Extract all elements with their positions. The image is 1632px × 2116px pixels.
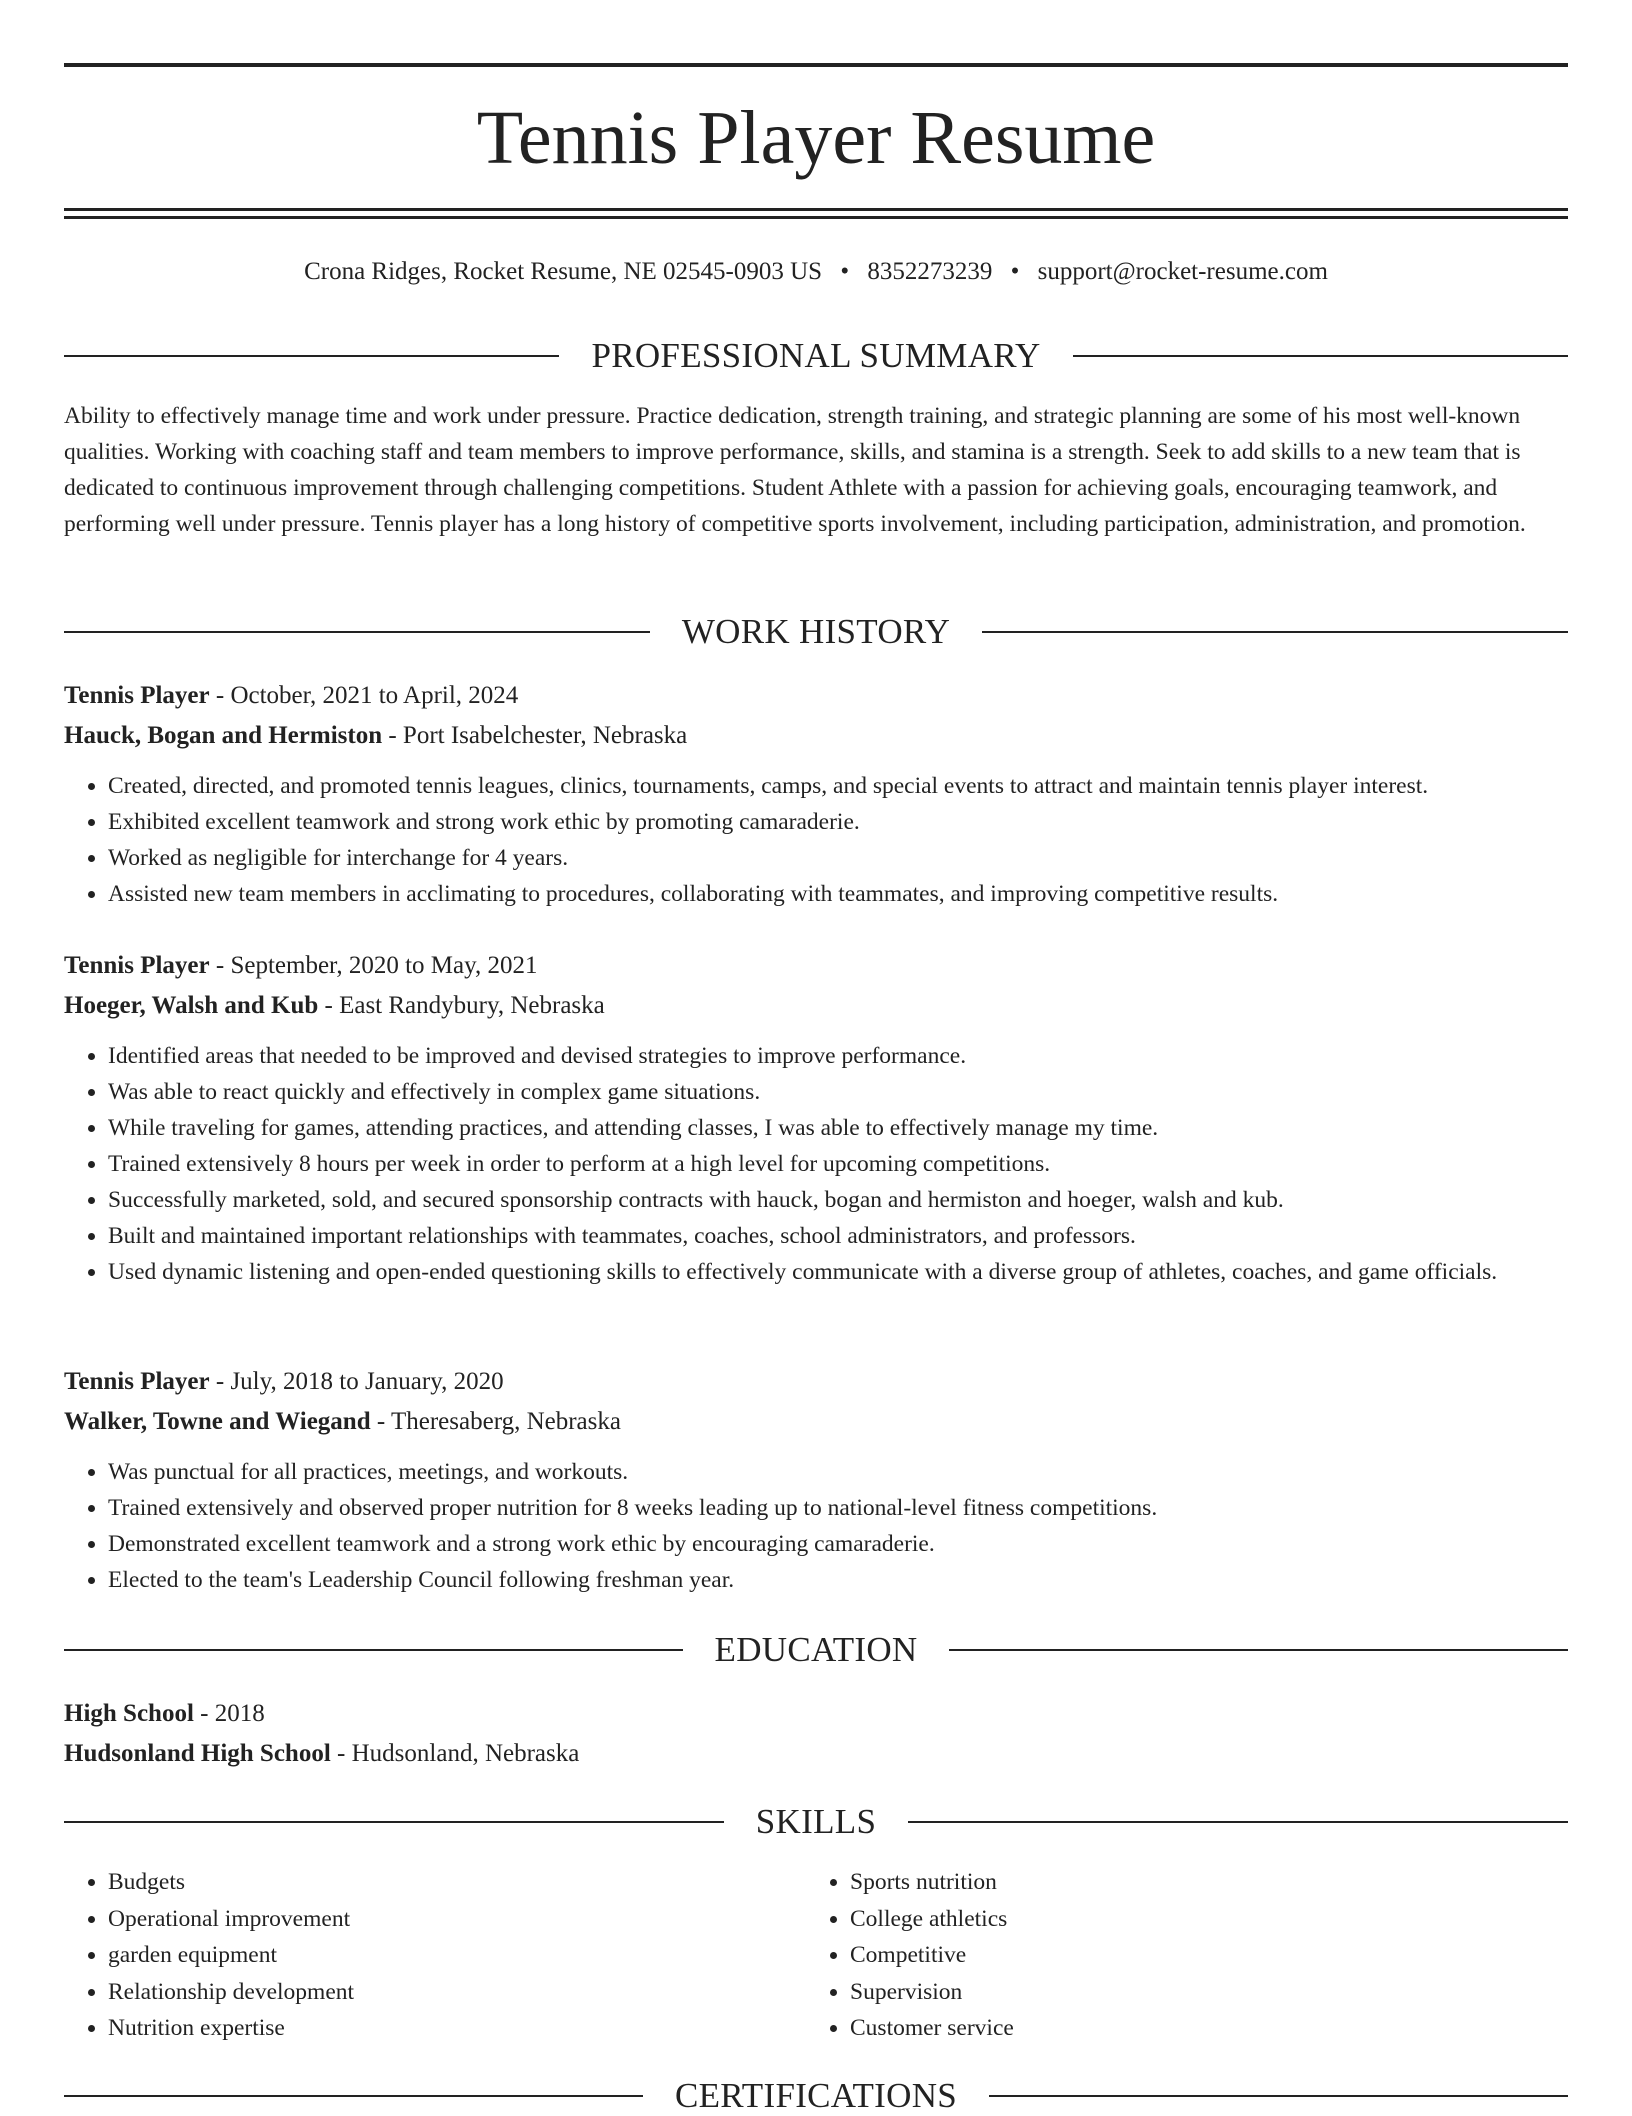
job-title-line xyxy=(64,946,1568,986)
skill-item: • Supervision xyxy=(850,1974,1548,2011)
heading-rule xyxy=(949,1649,1568,1651)
job-dates: - July, 2018 to January, 2020 xyxy=(209,1368,504,1395)
education-school: Hudsonland High School xyxy=(64,1740,331,1767)
header-top-rule xyxy=(64,63,1568,67)
heading-rule xyxy=(982,631,1568,633)
list-item: • Worked as negligible for interchange for 4 years. xyxy=(108,840,1568,876)
contact-email: support@rocket-resume.com xyxy=(1037,258,1328,285)
list-item: • Was able to react quickly and effectively in complex game situations. xyxy=(108,1074,1568,1110)
job-entry-1 xyxy=(64,676,1568,912)
contact-phone: 8352273239 xyxy=(867,258,993,285)
skills-column-right xyxy=(806,1864,1548,2047)
skill-item: • Nutrition expertise xyxy=(108,2010,806,2047)
heading-rule xyxy=(1073,355,1568,357)
section-title: EDUCATION xyxy=(714,1630,918,1669)
list-item: • Was punctual for all practices, meetings, and workouts. xyxy=(108,1454,1568,1490)
job-company-line xyxy=(64,1402,1568,1442)
list-item: • Exhibited excellent teamwork and strong work ethic by promoting camaraderie. xyxy=(108,804,1568,840)
education-entry xyxy=(64,1694,1568,1774)
job-dates: - September, 2020 to May, 2021 xyxy=(209,952,538,979)
job-title: Tennis Player xyxy=(64,1368,210,1395)
list-item: • Trained extensively 8 hours per week in order to perform at a high level for upcoming competitions. xyxy=(108,1146,1568,1182)
job-title: Tennis Player xyxy=(64,682,210,709)
skill-item: • Competitive xyxy=(850,1937,1548,1974)
job-company: Hauck, Bogan and Hermiston xyxy=(64,722,383,749)
list-item: • Identified areas that needed to be improved and devised strategies to improve performance. xyxy=(108,1038,1568,1074)
section-heading-work-history xyxy=(64,612,1568,652)
skill-item: • Operational improvement xyxy=(108,1901,806,1938)
list-item: • Elected to the team's Leadership Council following freshman year. xyxy=(108,1562,1568,1598)
job-duties-list xyxy=(64,1038,1568,1290)
job-company-line xyxy=(64,986,1568,1026)
section-heading-certifications xyxy=(64,2076,1568,2116)
skill-item: • Sports nutrition xyxy=(850,1864,1548,1901)
education-location: - Hudsonland, Nebraska xyxy=(330,1740,580,1767)
list-item: • Successfully marketed, sold, and secured sponsorship contracts with hauck, bogan and hermiston and hoeger, walsh and kub. xyxy=(108,1182,1568,1218)
job-location: - Port Isabelchester, Nebraska xyxy=(382,722,688,749)
contact-address: Crona Ridges, Rocket Resume, NE 02545-0903 US xyxy=(304,258,823,285)
heading-rule xyxy=(989,2095,1568,2097)
section-heading-skills xyxy=(64,1802,1568,1842)
list-item: • Assisted new team members in acclimating to procedures, collaborating with teammates, and improving competitive results. xyxy=(108,876,1568,912)
job-entry-2 xyxy=(64,946,1568,1290)
section-heading-education xyxy=(64,1630,1568,1670)
skill-item: • Customer service xyxy=(850,2010,1548,2047)
contact-line xyxy=(64,255,1568,289)
heading-rule xyxy=(64,2095,643,2097)
skills-column-left xyxy=(64,1864,806,2047)
job-duties-list xyxy=(64,768,1568,912)
section-heading-summary xyxy=(64,336,1568,376)
list-item: • Built and maintained important relationships with teammates, coaches, school administrators, and professors. xyxy=(108,1218,1568,1254)
job-entry-3 xyxy=(64,1362,1568,1598)
education-degree-line xyxy=(64,1694,1568,1734)
education-degree: High School xyxy=(64,1700,194,1727)
job-company-line xyxy=(64,716,1568,756)
page-title: Tennis Player Resume xyxy=(476,96,1156,180)
heading-rule xyxy=(64,1649,683,1651)
heading-rule xyxy=(64,1821,724,1823)
skill-item: • Budgets xyxy=(108,1864,806,1901)
heading-rule xyxy=(908,1821,1568,1823)
section-title: SKILLS xyxy=(755,1802,877,1841)
section-title: WORK HISTORY xyxy=(681,612,951,651)
job-company: Hoeger, Walsh and Kub xyxy=(64,992,319,1019)
job-location: - Theresaberg, Nebraska xyxy=(370,1408,621,1435)
contact-separator: • xyxy=(840,258,850,285)
job-duties-list xyxy=(64,1454,1568,1598)
heading-rule xyxy=(64,631,650,633)
list-item: • Used dynamic listening and open-ended questioning skills to effectively communicate with a diverse group of athletes, coaches, and game officials. xyxy=(108,1254,1568,1290)
job-company: Walker, Towne and Wiegand xyxy=(64,1408,371,1435)
header-bottom-rule-2 xyxy=(64,216,1568,219)
skills-list xyxy=(64,1864,1568,2047)
skill-item: • College athletics xyxy=(850,1901,1548,1938)
job-location: - East Randybury, Nebraska xyxy=(318,992,605,1019)
heading-rule xyxy=(64,355,559,357)
skill-item: • Relationship development xyxy=(108,1974,806,2011)
skill-item: • garden equipment xyxy=(108,1937,806,1974)
job-title-line xyxy=(64,1362,1568,1402)
job-title-line xyxy=(64,676,1568,716)
list-item: • Demonstrated excellent teamwork and a strong work ethic by encouraging camaraderie. xyxy=(108,1526,1568,1562)
job-title: Tennis Player xyxy=(64,952,210,979)
summary-text: Ability to effectively manage time and work under pressure. Practice dedication, strength training, and strategic planning are some of his most well-known qualities. Working with coaching staff and team members to improve performance, skills, and stamina is a strength. Seek to add skills to a new team that is dedicated to continuous improvement through challenging competitions. Student Athlete with a passion for achieving goals, encouraging teamwork, and performing well under pressure. Tennis player has a long history of competitive sports involvement, including participation, administration, and promotion. xyxy=(64,403,1526,537)
list-item: • Trained extensively and observed proper nutrition for 8 weeks leading up to national-level fitness competitions. xyxy=(108,1490,1568,1526)
list-item: • Created, directed, and promoted tennis leagues, clinics, tournaments, camps, and special events to attract and maintain tennis player interest. xyxy=(108,768,1568,804)
section-title: PROFESSIONAL SUMMARY xyxy=(591,336,1041,375)
job-dates: - October, 2021 to April, 2024 xyxy=(209,682,519,709)
list-item: • While traveling for games, attending practices, and attending classes, I was able to effectively manage my time. xyxy=(108,1110,1568,1146)
contact-separator: • xyxy=(1010,258,1020,285)
section-title: CERTIFICATIONS xyxy=(674,2076,958,2115)
education-year: - 2018 xyxy=(193,1700,265,1727)
header-bottom-rule-1 xyxy=(64,208,1568,211)
education-school-line xyxy=(64,1734,1568,1774)
